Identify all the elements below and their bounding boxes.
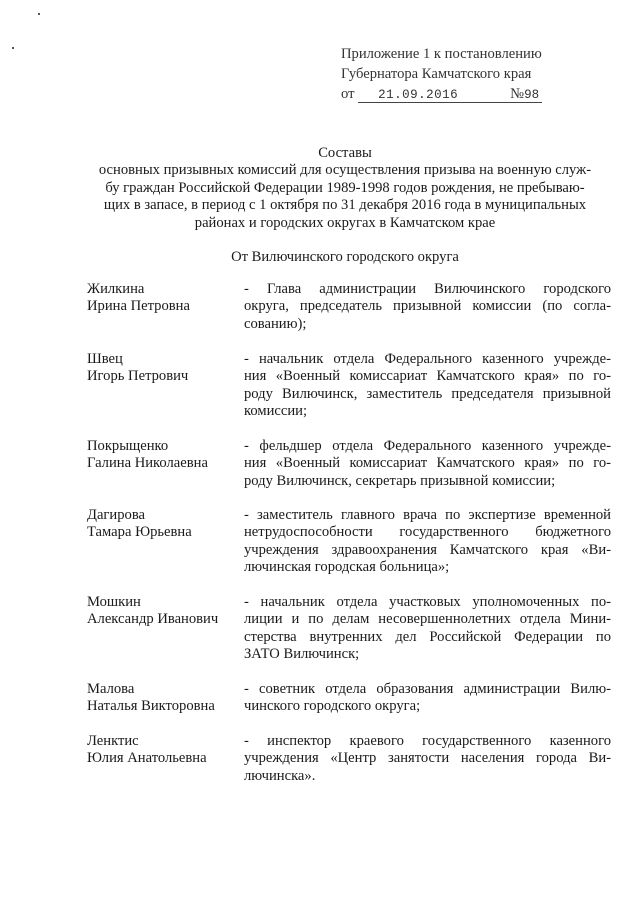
member-role	[244, 438, 611, 490]
member-role	[244, 281, 611, 333]
district-heading: От Вилючинского городского округа	[231, 249, 459, 265]
member-given-names: Юлия Анатольевна	[87, 750, 207, 767]
member-name	[87, 351, 247, 386]
role-line: - инспектор краевого государственного казенного	[244, 733, 611, 749]
date-underline	[358, 87, 510, 103]
role-line: лючинска».	[244, 767, 316, 784]
role-line: нетрудоспособности государственного бюджетного	[244, 524, 611, 541]
member-role	[244, 507, 611, 577]
title-line: районах и городских округах в Камчатском крае	[194, 214, 496, 231]
number-label: №	[510, 86, 525, 102]
decree-number: 98	[524, 88, 540, 102]
role-line: - Глава администрации Вилючинского городского	[244, 281, 611, 297]
member-surname: Покрыщенко	[87, 438, 169, 454]
role-line: ния «Военный комиссариат Камчатского края» по го-	[244, 368, 611, 385]
role-line: сованию);	[244, 315, 307, 332]
role-line: стерства внутренних дел Российской Федерации по	[244, 628, 611, 645]
title-line: щих в запасе, в период с 1 октября по 31 декабря 2016 года в муниципальных	[103, 197, 587, 214]
role-line: - фельдшер отдела Федерального казенного учрежде-	[244, 438, 611, 454]
scan-speck	[12, 47, 14, 49]
member-name	[87, 507, 247, 542]
role-line: чинского городского округа;	[244, 698, 421, 715]
member-surname: Ленктис	[87, 733, 139, 749]
member-surname: Малова	[87, 681, 135, 697]
role-line: - заместитель главного врача по экспертизе временной	[244, 507, 611, 523]
from-label: от	[341, 86, 355, 102]
role-line: учреждения «Центр занятости населения города Ви-	[244, 750, 611, 767]
scan-speck	[38, 13, 40, 15]
role-line: лиции и по делам несовершеннолетних отдела Мини-	[244, 611, 611, 628]
member-given-names: Галина Николаевна	[87, 455, 208, 472]
decree-date: 21.09.2016	[378, 88, 459, 102]
member-surname: Жилкина	[87, 281, 145, 297]
role-line: ния «Военный комиссариат Камчатского края» по го-	[244, 455, 611, 472]
member-name	[87, 281, 247, 316]
member-given-names: Тамара Юрьевна	[87, 524, 192, 541]
member-name	[87, 733, 247, 768]
role-line: - советник отдела образования администрации Вилю-	[244, 681, 611, 697]
member-surname: Швец	[87, 351, 123, 367]
title-line: основных призывных комиссий для осуществления призыва на военную служ-	[98, 162, 592, 179]
role-line: округа, председатель призывной комиссии (по согла-	[244, 298, 611, 315]
appendix-line-1: Приложение 1 к постановлению	[341, 46, 542, 62]
role-line: ЗАТО Вилючинск;	[244, 646, 360, 663]
title-line: бу граждан Российской Федерации 1989-1998 годов рождения, не пребываю-	[105, 179, 585, 196]
appendix-stamp	[341, 44, 581, 104]
member-given-names: Игорь Петрович	[87, 368, 189, 385]
member-given-names: Александр Иванович	[87, 611, 219, 628]
member-role	[244, 594, 611, 664]
appendix-line-2: Губернатора Камчатского края	[341, 66, 532, 82]
member-given-names: Ирина Петровна	[87, 298, 190, 315]
role-line: комиссии;	[244, 403, 308, 420]
document-title	[80, 145, 610, 232]
role-line: роду Вилючинск, заместитель председателя призывной	[244, 385, 611, 402]
title-heading: Составы	[318, 145, 372, 161]
member-name	[87, 681, 247, 716]
member-surname: Мошкин	[87, 594, 141, 610]
role-line: роду Вилючинск, секретарь призывной комиссии;	[244, 472, 556, 489]
member-name	[87, 438, 247, 473]
member-name	[87, 594, 247, 629]
role-line: лючинская городская больница»;	[244, 559, 450, 576]
member-given-names: Наталья Викторовна	[87, 698, 215, 715]
member-surname: Дагирова	[87, 507, 145, 523]
appendix-date-line	[341, 84, 581, 104]
role-line: - начальник отдела участковых уполномоченных по-	[244, 594, 611, 610]
role-line: учреждения здравоохранения Камчатского края «Ви-	[244, 541, 611, 558]
member-role	[244, 733, 611, 785]
member-role	[244, 351, 611, 421]
member-role	[244, 681, 611, 716]
number-underline	[510, 87, 542, 103]
role-line: - начальник отдела Федерального казенного учрежде-	[244, 351, 611, 367]
